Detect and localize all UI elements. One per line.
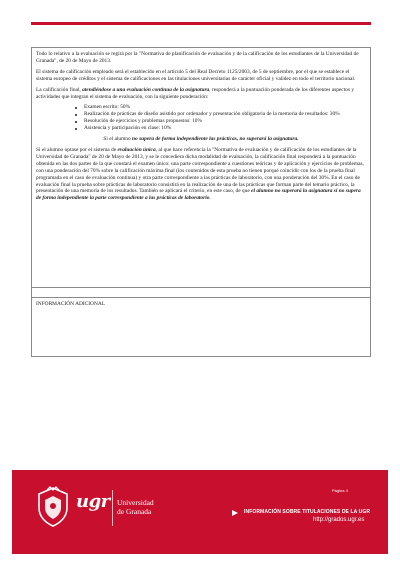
logo-divider bbox=[112, 490, 113, 526]
grading-system-paragraph: El sistema de calificación empleado será el establecido en el artículo 5 del Real Decreto 1125/2003, de 5 de septiembre, por el que se establece el sistema europeo de créditos y el sistema de calificaciones en las titulaciones universitarias de carácter oficial y validez en todo el territorio nacional. bbox=[36, 68, 356, 82]
weighting-item: Realización de prácticas de diseño asistido por ordenador y presentación obligatoria de la memoria de resultados: 30% bbox=[84, 111, 366, 118]
weighting-item: Asistencia y participación en clase: 10% bbox=[84, 125, 366, 132]
continuous-evaluation-paragraph: La calificación final, atendiéndose a una evaluación continua de la asignatura, responderá a la puntuación ponderada de los diferentes aspectos y actividades que integran el sistema de evaluación, con la siguiente ponderación: bbox=[36, 86, 355, 100]
normativa-paragraph: Todo lo relativo a la evaluación se regirá por la "Normativa de planificación de evaluación y de la calificación de los estudiantes de la Universidad de Granada", de 20 de Mayo de 2013. bbox=[36, 51, 359, 64]
single-evaluation-paragraph: Si el alumno optase por el sistema de evaluación única, al que hace referencia la "Normativa de evaluación y de calificación de los estudiantes de la Universidad de Granada" de 20 de Mayo de 2013, y se le concediera dicha modalidad de evaluación, la calificación final responderá a la puntuación obtenida en las dos partes de la que constará el examen único: una parte correspondiente a cuestiones teóricas y de aplicación y ejercicios de problemas, con una ponderación del 70% sobre la calificación máxima final (los contenidos de esta prueba no tienen porqué coincidir con los de la prueba final programada en el caso de evaluación continua) y otra parte correspondiente a las prácticas de laboratorio, con una ponderación del 30%. En el caso de evaluación final la prueba sobre prácticas de laboratorio consistirá en la realización de una de las prácticas que forman parte del temario práctico, la presentación de una memoria de los resultados. También se aplicará el criterio, en este caso, de que el alumno no superará la asignatura si no supera de forma independiente la parte correspondiente a las prácticas de laboratorio. bbox=[36, 146, 364, 202]
ugr-wordmark: ugr bbox=[76, 491, 110, 512]
continuous-evaluation-emphasis: atendiéndose a una evaluación continua de la asignatura bbox=[82, 86, 210, 93]
page-number: Página 4 bbox=[332, 488, 348, 493]
titulaciones-info: INFORMACIÓN SOBRE TITULACIONES DE LA UGR bbox=[244, 509, 371, 515]
arrow-icon bbox=[232, 510, 238, 516]
header-red-rule bbox=[31, 22, 371, 25]
university-name: Universidad de Granada bbox=[117, 498, 154, 516]
weighting-item: Examen escrito: 50% bbox=[84, 104, 366, 111]
university-crest-icon bbox=[35, 486, 71, 528]
additional-info-heading: INFORMACIÓN ADICIONAL bbox=[36, 301, 106, 307]
additional-info-section bbox=[32, 297, 370, 317]
evaluation-section bbox=[32, 48, 370, 288]
evaluation-table bbox=[31, 47, 371, 357]
footer-banner bbox=[12, 470, 388, 554]
practices-warning: Si el alumno no supera de forma independiente las prácticas, no superará la asignatura. bbox=[103, 136, 299, 143]
grados-link[interactable]: http://grados.ugr.es bbox=[313, 517, 365, 523]
weighting-item: Resolución de ejercicios y problemas propuestos: 10% bbox=[84, 118, 366, 125]
weighting-list bbox=[36, 104, 366, 132]
